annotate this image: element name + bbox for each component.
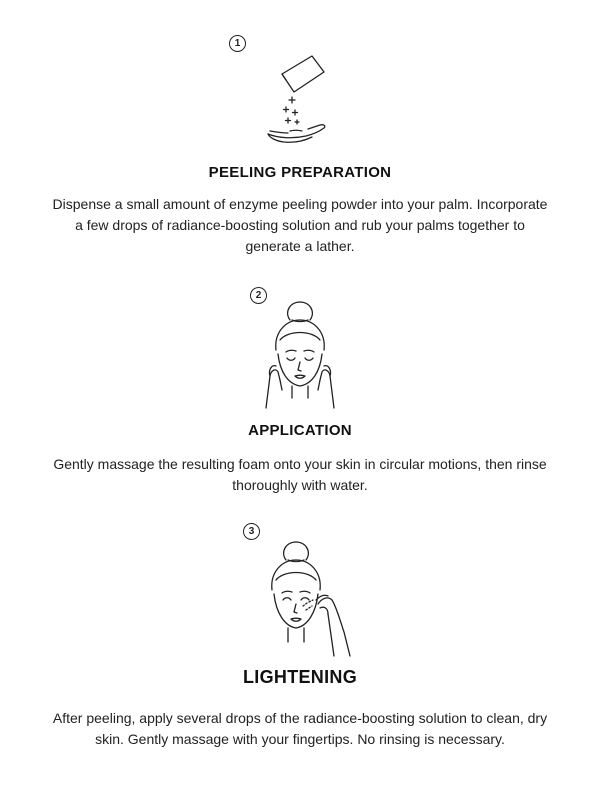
powder-sachet-hand-icon xyxy=(262,52,342,147)
step-title: LIGHTENING xyxy=(243,667,357,687)
step-number-badge: 2 xyxy=(250,287,267,304)
face-fingertip-dropper-icon xyxy=(262,540,358,658)
step-title: PEELING PREPARATION xyxy=(208,164,392,181)
step-2 xyxy=(0,270,600,520)
step-3 xyxy=(0,520,600,800)
face-hands-massage-icon xyxy=(258,300,342,412)
step-description: After peeling, apply several drops of the radiance-boosting solution to clean, dry skin. Gently massage with your fingertips. No rinsing is necessary. xyxy=(52,710,548,747)
step-description: Gently massage the resulting foam onto your skin in circular motions, then rinse thoroughly with water. xyxy=(53,456,547,493)
step-description: Dispense a small amount of enzyme peeling powder into your palm. Incorporate a few drops of radiance-boosting solution and rub your palms together to generate a lather. xyxy=(52,196,548,254)
step-number-badge: 3 xyxy=(243,523,260,540)
step-1 xyxy=(0,0,600,270)
step-title: APPLICATION xyxy=(248,422,352,439)
step-number-badge: 1 xyxy=(229,35,246,52)
